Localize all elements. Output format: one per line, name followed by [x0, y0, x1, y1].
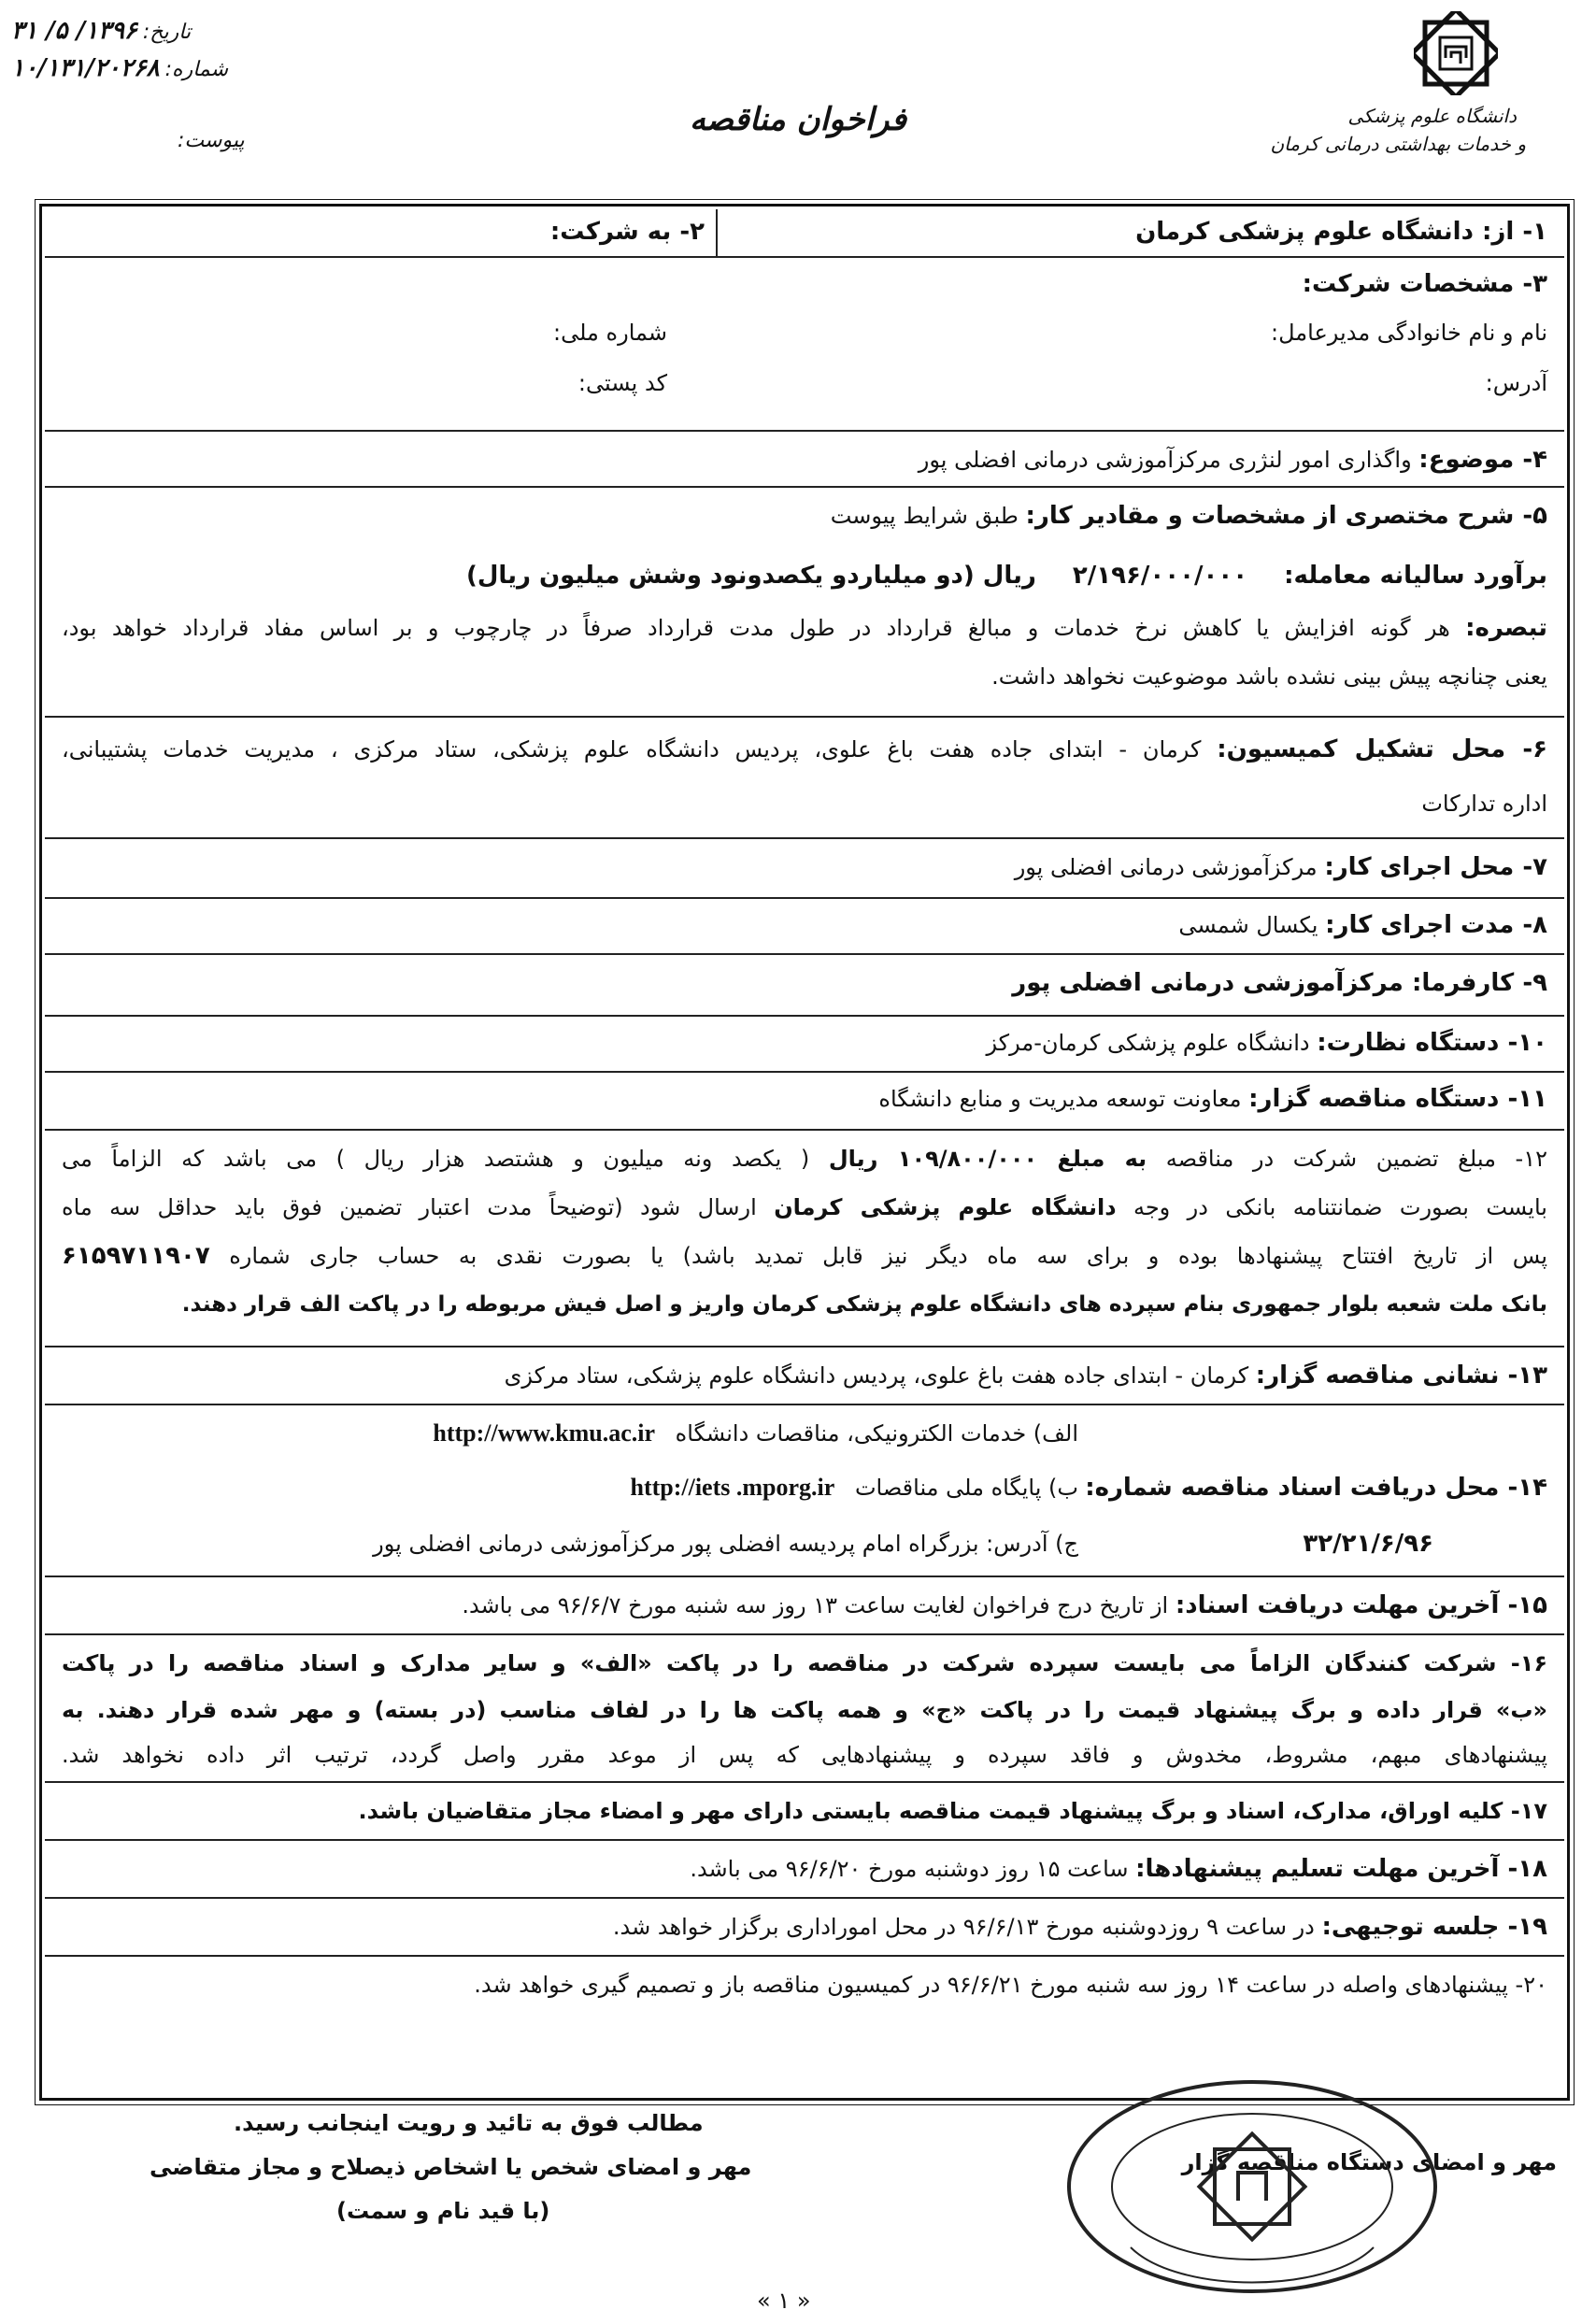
guarantee-amount: به مبلغ ۱۰۹/۸۰۰/۰۰۰ ریال — [828, 1146, 1147, 1172]
applicant-confirmation: مطالب فوق به تائید و رویت اینجانب رسید. — [234, 2110, 704, 2136]
manager-name-label: نام و نام خانوادگی مدیرعامل: — [1271, 320, 1547, 346]
row-subject — [45, 432, 1564, 488]
submission-deadline-label: ۱۸- آخرین مهلت تسلیم پیشنهادها: — [1135, 1855, 1547, 1883]
envelopes-text-2: «ب» قرار داده و برگ پیشنهاد قیمت را در پاکت «ج» و همه پاکت ها را در لفاف مناسب (در بسته) و مهر شده قرار دهند. به — [62, 1697, 1547, 1723]
note-text: هر گونه افزایش یا کاهش نرخ خدمات و مبالغ قرارداد در طول مدت قرارداد صرفاً در چارچوب و بر اساس مفاد قرارداد خواهد بود، — [62, 615, 1450, 641]
row-signatures — [45, 1783, 1564, 1841]
note-label: تبصره: — [1465, 614, 1547, 642]
work-location-label: ۷- محل اجرای کار: — [1324, 853, 1547, 881]
retrieval-label: ۱۴- محل دریافت اسناد مناقصه شماره: — [1085, 1474, 1547, 1502]
estimate-label: برآورد سالیانه معامله: — [1284, 562, 1547, 590]
envelopes-text-3: پیشنهادهای مبهم، مشروط، مخدوش و فاقد سپرده و پیشنهادهایی که پس از موعد مقرر واصل گردد، ترتیب اثر داده نخواهد شد. — [62, 1742, 1547, 1768]
supervision-value: دانشگاه علوم پزشکی کرمان-مرکز — [986, 1030, 1310, 1056]
source-a-link[interactable]: http://www.kmu.ac.ir — [433, 1419, 656, 1447]
row-commission-location — [45, 718, 1564, 839]
source-b-link[interactable]: http://iets .mporg.ir — [630, 1474, 835, 1501]
date-field: تاریخ:۱۳۹۶/ ۵/ ۳۱ — [11, 17, 192, 45]
tendering-body-label: ۱۱- دستگاه مناقصه گزار: — [1248, 1085, 1547, 1113]
tenderer-address-value: کرمان - ابتدای جاده هفت باغ علوی، پردیس دانشگاه علوم پزشکی، ستاد مرکزی — [504, 1362, 1249, 1389]
account-number: ۶۱۵۹۷۱۱۹۰۷ — [62, 1242, 210, 1270]
document-title: فراخوان مناقصه — [689, 101, 907, 138]
guarantee-amount-words: ( یکصد ونه میلیون و هشتصد هزار ریال ) می باشد که الزاماً می — [62, 1146, 810, 1172]
tenderer-address-label: ۱۳- نشانی مناقصه گزار: — [1255, 1362, 1547, 1390]
tender-number: ۳۲/۲۱/۶/۹۶ — [1303, 1530, 1433, 1558]
row-guarantee: ۱۲- مبلغ تضمین شرکت در مناقصه به مبلغ ۱۰۹/۸۰۰/۰۰۰ ریال ( یکصد ونه میلیون و هشتصد هزار ریال ) می باشد که الزاماً می بایست بصورت ضمانتنامه بانکی در وجه دانشگاه علوم پزشکی کرمان ارسال شود (توضیحاً مدت اعتبار تضمین فوق باید حداقل سه ماه پس از تاریخ افتتاح پیشنهادها بوده و برای سه ماه دیگر نیز قابل تمدید باشد) یا بصورت نقدی به حساب جاری شماره ۶۱۵۹۷۱۱۹۰۷ بانک ملت شعبه بلوار جمهوری بنام سپرده های دانشگاه علوم پزشکی کرمان واریز و اصل فیش مربوطه را در پاکت الف قرار دهند. — [45, 1131, 1564, 1347]
university-logo-icon — [1414, 11, 1498, 95]
employer-label: ۹- کارفرما: — [1411, 969, 1547, 997]
row-work-location — [45, 839, 1564, 899]
estimate-value: ۲/۱۹۶/۰۰۰/۰۰۰ — [1072, 562, 1248, 590]
postal-code-label: کد پستی: — [577, 370, 667, 396]
applicant-signature-label: مهر و امضای شخص یا اشخاص ذیصلاح و مجاز متقاضی — [150, 2154, 752, 2180]
number-field: شماره:۱۰/۱۳۱/۲۰۲۶۸ — [11, 54, 229, 82]
bank-instruction: بانک ملت شعبه بلوار جمهوری بنام سپرده های دانشگاه علوم پزشکی کرمان واریز و اصل فیش مربوطه را در پاکت الف قرار دهند. — [181, 1292, 1547, 1317]
description-label: ۵- شرح مختصری از مشخصات و مقادیر کار: — [1025, 502, 1547, 530]
stamp-icon — [1056, 2070, 1448, 2303]
briefing-session-label: ۱۹- جلسه توجیهی: — [1321, 1913, 1547, 1941]
university-subname: و خدمات بهداشتی درمانی کرمان — [1270, 133, 1526, 155]
opening-text: ۲۰- پیشنهادهای واصله در ساعت ۱۴ روز سه شنبه مورخ ۹۶/۶/۲۱ در کمیسیون مناقصه باز و تصمیم گیری خواهد شد. — [474, 1972, 1547, 1998]
row-briefing-session — [45, 1899, 1564, 1957]
work-location-value: مرکزآموزشی درمانی افضلی پور — [1014, 854, 1318, 880]
university-name: دانشگاه علوم پزشکی — [1347, 105, 1517, 127]
row-tendering-body — [45, 1073, 1564, 1131]
row-document-deadline — [45, 1577, 1564, 1635]
tenderer-signature-label: مهر و امضای دستگاه مناقصه گزار — [1181, 2149, 1557, 2175]
guarantee-text: ۱۲- مبلغ تضمین شرکت در مناقصه — [1165, 1146, 1547, 1172]
row-submission-deadline — [45, 1841, 1564, 1899]
from-label: ۱- از: — [1482, 218, 1547, 246]
row-duration — [45, 899, 1564, 955]
source-b-label: ب) پایگاه ملی مناقصات — [854, 1475, 1078, 1501]
estimate-unit: ریال (دو میلیاردو یکصدونود وشش میلیون ریال) — [465, 562, 1036, 590]
to-company-label: ۲- به شرکت: — [549, 218, 705, 246]
row-employer — [45, 955, 1564, 1017]
duration-label: ۸- مدت اجرای کار: — [1325, 911, 1547, 939]
source-c-address: ج) آدرس: بزرگراه امام پردیسه افضلی پور مرکزآموزشی درمانی افضلی پور — [373, 1531, 1078, 1557]
national-id-label: شماره ملی: — [553, 320, 667, 346]
document-deadline-label: ۱۵- آخرین مهلت دریافت اسناد: — [1175, 1591, 1547, 1619]
subject-value: واگذاری امور لنژری مرکزآموزشی درمانی افضلی پور — [918, 447, 1412, 473]
note-text-cont: یعنی چنانچه پیش بینی نشده باشد موضوعیت نخواهد داشت. — [991, 663, 1547, 690]
description-value: طبق شرایط پیوست — [830, 503, 1019, 529]
submission-deadline-value: ساعت ۱۵ روز دوشنبه مورخ ۹۶/۶/۲۰ می باشد. — [690, 1856, 1129, 1882]
row-supervision — [45, 1017, 1564, 1073]
row-company-details — [45, 258, 1564, 432]
university-logo — [1386, 11, 1526, 95]
row-envelopes — [45, 1635, 1564, 1783]
employer-value: مرکزآموزشی درمانی افضلی پور — [1012, 969, 1404, 997]
signatures-text: ۱۷- کلیه اوراق، مدارک، اسناد و برگ پیشنهاد قیمت مناقصه بایستی دارای مهر و امضاء مجاز متقاضیان باشد. — [358, 1798, 1547, 1824]
briefing-session-value: در ساعت ۹ روزدوشنبه مورخ ۹۶/۶/۱۳ در محل اموراداری برگزار خواهد شد. — [612, 1914, 1315, 1940]
tendering-body-value: معاونت توسعه مدیریت و منابع دانشگاه — [878, 1086, 1242, 1112]
document-deadline-value: از تاریخ درج فراخوان لغایت ساعت ۱۳ روز سه شنبه مورخ ۹۶/۶/۷ می باشد. — [462, 1592, 1169, 1618]
date-value: ۱۳۹۶/ ۵/ ۳۱ — [11, 17, 137, 45]
from-value: دانشگاه علوم پزشکی کرمان — [1135, 218, 1474, 246]
row-document-retrieval — [45, 1405, 1564, 1577]
row-tenderer-address — [45, 1347, 1564, 1405]
applicant-name-note: (با قید نام و سمت) — [336, 2198, 550, 2224]
envelopes-text-1: ۱۶- شرکت کنندگان الزاماً می بایست سپرده شرکت در مناقصه را در پاکت «الف» و سایر مدارک و اسناد مناقصه را در پاکت — [62, 1650, 1547, 1676]
commission-location-cont: اداره تدارکات — [1421, 791, 1547, 817]
duration-value: یکسال شمسی — [1178, 912, 1318, 938]
source-a-label: الف) خدمات الکترونیکی، مناقصات دانشگاه — [675, 1420, 1078, 1447]
supervision-label: ۱۰- دستگاه نظارت: — [1317, 1029, 1547, 1057]
attachment-field: پیوست: — [178, 129, 245, 152]
guarantee-beneficiary: دانشگاه علوم پزشکی کرمان — [774, 1194, 1117, 1220]
row-divider — [716, 209, 718, 258]
row-from-to — [45, 209, 1564, 258]
official-stamp — [1056, 2070, 1448, 2303]
row-description — [45, 488, 1564, 718]
commission-location-label: ۶- محل تشکیل کمیسیون: — [1217, 735, 1547, 763]
row-opening — [45, 1957, 1564, 2015]
number-value: ۱۰/۱۳۱/۲۰۲۶۸ — [11, 54, 160, 82]
subject-label: ۴- موضوع: — [1418, 446, 1547, 474]
company-details-label: ۳- مشخصات شرکت: — [1302, 270, 1547, 298]
address-label: آدرس: — [1485, 370, 1547, 396]
commission-location-value: کرمان - ابتدای جاده هفت باغ علوی، پردیس دانشگاه علوم پزشکی، ستاد مرکزی ، مدیریت خدمات پشتیبانی، — [62, 736, 1202, 763]
page-number: « ۱ » — [757, 2288, 811, 2314]
